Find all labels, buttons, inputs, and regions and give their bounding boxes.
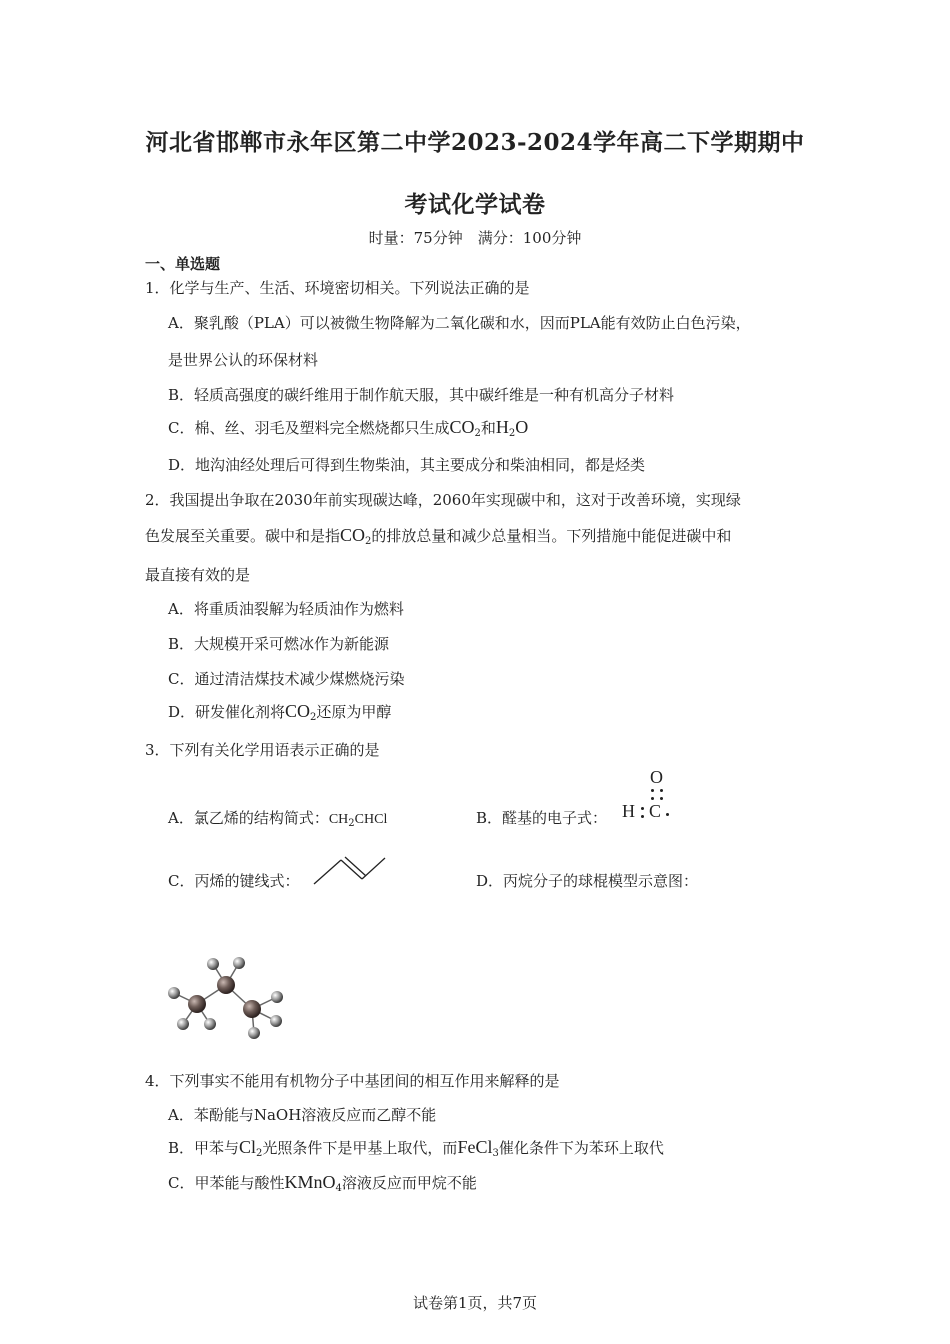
- propane-ball-stick-model: [160, 950, 295, 1045]
- aldehyde-electron-formula: [620, 767, 680, 827]
- exam-meta: 时量：75分钟 满分：100分钟: [368, 229, 582, 247]
- carbon-atom: [217, 976, 235, 994]
- formula-fecl3: FeCl: [457, 1137, 493, 1157]
- q2-option-d-text-end: 还原为甲醇: [316, 703, 392, 721]
- formula-h2o: H: [495, 417, 509, 437]
- q3-option-a-text: A．氯乙烯的结构简式：: [168, 809, 329, 827]
- bonds: [174, 963, 277, 1033]
- formula-subscript: 2: [508, 428, 516, 439]
- q3-option-d: D．丙烷分子的球棍模型示意图：: [476, 872, 699, 890]
- electron-dot: [651, 797, 654, 800]
- q4-option-b-text-end: 催化条件下为苯环上取代: [498, 1139, 664, 1157]
- q1-option-a-line2: 是世界公认的环保材料: [168, 351, 319, 369]
- q1-option-c: [168, 417, 528, 439]
- formula-co2: CO: [449, 417, 475, 437]
- electron-dot: [641, 815, 644, 818]
- page-footer: 试卷第1页，共7页: [412, 1294, 538, 1312]
- q3-option-c: C．丙烯的键线式：: [168, 872, 300, 890]
- electron-dot: [660, 789, 663, 792]
- q4-option-c-text: C．甲苯能与酸性: [168, 1174, 285, 1192]
- q4-option-c: [168, 1172, 477, 1194]
- bond-line: [362, 858, 385, 879]
- q4-option-c-text-end: 溶液反应而甲烷不能: [341, 1174, 477, 1192]
- formula-subscript: 2: [474, 428, 481, 439]
- formula-subscript: 4: [335, 1183, 342, 1194]
- q1-option-d: D．地沟油经处理后可得到生物柴油，其主要成分和柴油相同，都是烃类: [168, 456, 646, 474]
- q1-option-b: B．轻质高强度的碳纤维用于制作航天服，其中碳纤维是一种有机高分子材料: [168, 386, 675, 404]
- q2-option-a: A．将重质油裂解为轻质油作为燃料: [168, 600, 404, 618]
- bond-line: [314, 860, 341, 884]
- q1-option-a-line1: A．聚乳酸（PLA）可以被微生物降解为二氧化碳和水，因而PLA能有效防止白色污染，: [168, 314, 751, 332]
- formula-cl2: Cl: [239, 1137, 257, 1157]
- formula-subscript: 2: [256, 1148, 263, 1159]
- formula-ch2: CH: [328, 812, 349, 827]
- section-heading: 一、单选题: [145, 255, 221, 273]
- electron-dot: [666, 813, 669, 816]
- formula-kmno4: KMnO: [284, 1172, 336, 1192]
- q4-option-b-text: B．甲苯与: [168, 1139, 240, 1157]
- formula-h2o-o: O: [515, 417, 529, 437]
- oxygen-atom-label: O: [650, 767, 663, 787]
- q3-stem: 3．下列有关化学用语表示正确的是: [145, 741, 380, 759]
- hydrogen-atom: [248, 1027, 260, 1039]
- q4-option-a: A．苯酚能与NaOH溶液反应而乙醇不能: [168, 1106, 437, 1124]
- q3-option-a: [168, 807, 387, 829]
- hydrogen-atom: [177, 1018, 189, 1030]
- formula-chcl: CHCl: [354, 812, 388, 827]
- hydrogen-atom: [207, 958, 219, 970]
- electron-dot: [660, 797, 663, 800]
- formula-subscript: 2: [348, 818, 355, 829]
- electron-dot: [651, 789, 654, 792]
- formula-subscript: 2: [365, 536, 372, 547]
- hydrogen-atom: [271, 991, 283, 1003]
- formula-subscript: 3: [492, 1148, 499, 1159]
- q1-stem: 1．化学与生产、生活、环境密切相关。下列说法正确的是: [145, 279, 530, 297]
- q2-option-d: [168, 701, 391, 723]
- q2-stem-text: 色发展至关重要。碳中和是指: [145, 527, 341, 545]
- q1-option-c-connector: 和: [480, 419, 496, 437]
- hydrogen-atom-label: H: [622, 801, 635, 821]
- q2-stem-line1: 2．我国提出争取在2030年前实现碳达峰，2060年实现碳中和，这对于改善环境，实现绿: [145, 491, 741, 509]
- page-title-line1: 河北省邯郸市永年区第二中学2023-2024学年高二下学期期中: [145, 129, 805, 156]
- carbon-atom-label: C: [649, 801, 662, 821]
- q2-option-b: B．大规模开采可燃冰作为新能源: [168, 635, 390, 653]
- hydrogen-atom: [270, 1015, 282, 1027]
- hydrogen-atom: [233, 957, 245, 969]
- formula-subscript: 2: [310, 712, 317, 723]
- q1-option-c-text: C．棉、丝、羽毛及塑料完全燃烧都只生成: [168, 419, 450, 437]
- q2-stem-line2: [145, 525, 731, 547]
- carbon-atom: [188, 995, 206, 1013]
- q2-option-c: C．通过清洁煤技术减少煤燃烧污染: [168, 670, 405, 688]
- page-title-line2: 考试化学试卷: [404, 191, 546, 218]
- electron-dot: [641, 807, 644, 810]
- carbon-atom: [243, 1000, 261, 1018]
- q4-option-b: [168, 1137, 664, 1159]
- q2-option-d-text: D．研发催化剂将: [168, 703, 286, 721]
- hydrogen-atom: [168, 987, 180, 999]
- q2-stem-text-end: 的排放总量和减少总量相当。下列措施中能促进碳中和: [371, 527, 732, 545]
- q3-option-b: B．醛基的电子式：: [476, 809, 608, 827]
- formula-co2: CO: [285, 701, 311, 721]
- q4-option-b-text-mid: 光照条件下是甲基上取代，而: [262, 1139, 458, 1157]
- formula-co2: CO: [340, 525, 366, 545]
- propene-skeletal-formula: [312, 855, 388, 887]
- q4-stem: 4．下列事实不能用有机物分子中基团间的相互作用来解释的是: [145, 1072, 560, 1090]
- q2-stem-line3: 最直接有效的是: [145, 566, 251, 584]
- hydrogen-atom: [204, 1018, 216, 1030]
